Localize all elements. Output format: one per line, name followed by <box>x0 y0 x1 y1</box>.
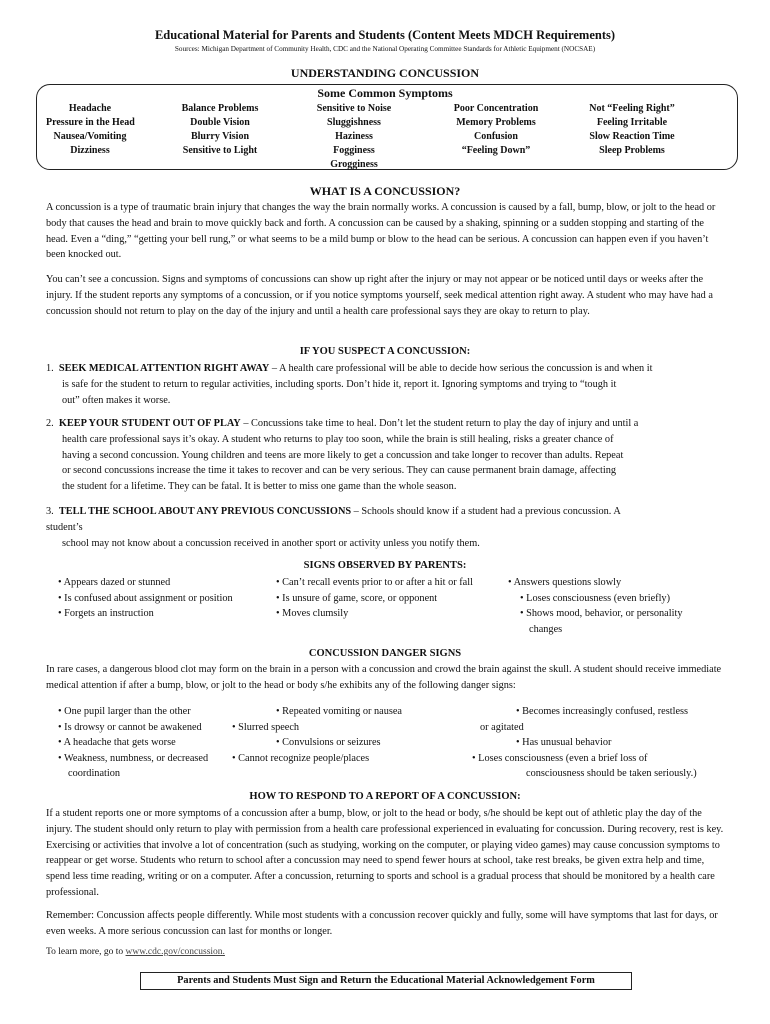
danger-item: • A headache that gets worse <box>58 737 176 749</box>
suspect-item-3: 3. TELL THE SCHOOL ABOUT ANY PREVIOUS CONCUSSIONS – Schools should know if a student had a previous concussion. A student’s school may not know about a concussion received in another sport or activity unless you notify them. <box>46 506 621 549</box>
danger-item: • Repeated vomiting or nausea <box>276 706 402 717</box>
learn-more: To learn more, go to www.cdc.gov/concussion. <box>46 947 225 957</box>
sign-item: • Loses consciousness (even briefly) <box>520 592 671 604</box>
symptom-item: Haziness <box>335 131 373 142</box>
symptom-item: Sensitive to Light <box>182 145 258 156</box>
sources-line: Sources: Michigan Department of Community Health, CDC and the National Operating Committee Standards for Athletic Equipment (NOCSAE) <box>174 45 596 53</box>
signs-heading: SIGNS OBSERVED BY PARENTS: <box>303 560 467 571</box>
symptoms-heading: Some Common Symptoms <box>317 86 453 100</box>
symptom-item: Nausea/Vomiting <box>53 131 127 142</box>
sign-item: • Moves clumsily <box>276 608 349 620</box>
symptom-item: Feeling Irritable <box>596 117 668 128</box>
danger-column-1 <box>58 704 208 782</box>
danger-item: • One pupil larger than the other <box>58 706 191 717</box>
symptom-item: Sleep Problems <box>599 145 665 156</box>
symptom-item: Double Vision <box>190 117 250 128</box>
respond-heading: HOW TO RESPOND TO A REPORT OF A CONCUSSION: <box>249 791 521 802</box>
symptom-item: Headache <box>68 103 112 114</box>
sign-item: • Answers questions slowly <box>508 577 622 588</box>
danger-column-3 <box>472 704 710 782</box>
danger-item: • Weakness, numbness, or decreased <box>58 752 209 764</box>
symptom-item: Memory Problems <box>456 117 536 128</box>
symptom-column-4 <box>446 102 546 158</box>
danger-item: • Becomes increasingly confused, restless <box>516 706 689 717</box>
danger-item: or agitated <box>480 721 524 733</box>
sign-item: • Can’t recall events prior to or after a hit or fall <box>276 577 473 588</box>
understanding-heading: UNDERSTANDING CONCUSSION <box>290 66 480 80</box>
symptom-item: Sensitive to Noise <box>316 103 392 114</box>
danger-item: • Is drowsy or cannot be awakened <box>58 721 202 733</box>
sign-item: • Appears dazed or stunned <box>58 577 171 588</box>
symptom-item: Blurry Vision <box>190 131 250 142</box>
symptom-item: Poor Concentration <box>453 103 539 114</box>
symptom-item: Sluggishness <box>327 117 381 128</box>
symptom-item: Pressure in the Head <box>46 117 135 128</box>
sign-item: • Shows mood, behavior, or personality <box>520 608 683 620</box>
respond-paragraph-2: Remember: Concussion affects people differently. While most students with a concussion recover quickly and fully, some will have symptoms that last for days, or even weeks. A more serious concussion can last for months or longer. <box>46 910 718 937</box>
symptom-column-2 <box>170 102 270 158</box>
signs-column-1 <box>58 575 233 622</box>
symptom-item: Fogginess <box>333 145 375 156</box>
danger-heading: CONCUSSION DANGER SIGNS <box>308 648 462 659</box>
danger-item: • Slurred speech <box>232 721 300 733</box>
sign-item: • Is confused about assignment or position <box>58 592 233 604</box>
signs-column-3 <box>508 575 683 637</box>
danger-item: consciousness should be taken seriously.) <box>526 768 697 780</box>
symptom-item: Grogginess <box>330 159 378 170</box>
cdc-link[interactable]: www.cdc.gov/concussion. <box>125 947 225 957</box>
symptom-item: Slow Reaction Time <box>589 131 675 142</box>
symptom-item: Not “Feeling Right” <box>589 103 675 114</box>
what-is-paragraph-2: You can’t see a concussion. Signs and symptoms of concussions can show up right after the injury or may not appear or be noticed until days or weeks after the injury. If the student reports any symptoms of a concussion, or if you notice symptoms yourself, seek medical attention right away. A student who may have had a concussion should not return to play on the day of the injury and until a health care professional says they are okay to return to play. <box>46 274 713 317</box>
danger-intro: In rare cases, a dangerous blood clot may form on the brain in a person with a concussion and crowd the brain against the skull. A student should receive immediate medical attention if after a bump, blow, or jolt to the head or body s/he exhibits any of the following danger signs: <box>46 664 722 691</box>
sign-item: • Forgets an instruction <box>58 608 154 620</box>
symptom-item: Dizziness <box>70 145 110 156</box>
suspect-item-1: 1. SEEK MEDICAL ATTENTION RIGHT AWAY – A health care professional will be able to decide how serious the concussion is and when it is safe for the student to return to regular activities, including sports. Don’t hide it, report it. Ignoring symptoms and trying to “tough it out” often makes it worse. <box>46 363 653 406</box>
danger-item: • Loses consciousness (even a brief loss of <box>472 752 648 764</box>
danger-item: • Cannot recognize people/places <box>232 752 370 764</box>
symptom-item: Balance Problems <box>181 103 259 114</box>
symptom-column-1 <box>46 102 134 158</box>
symptom-column-5 <box>582 102 682 158</box>
suspect-item-2: 2. KEEP YOUR STUDENT OUT OF PLAY – Concussions take time to heal. Don’t let the student return to play the day of injury and until a health care professional says it’s okay. A student who returns to play too soon, while the brain is still healing, risks a greater chance of having a second concussion. Young children and teens are more likely to get a concussion and take longer to recover than adults. Repeat or second concussions increase the time it takes to recover and can be very serious. They can cause permanent brain damage, affecting the student for a lifetime. They can be fatal. It is better to miss one game than the whole season. <box>46 418 639 493</box>
respond-paragraph-1: If a student reports one or more symptoms of a concussion after a bump, blow, or jolt to the head or body, s/he should be kept out of athletic play the day of the injury. The student should only return to play with permission from a health care professional experienced in evaluating for concussion. During recovery, rest is key. Exercising or activities that involve a lot of concentration (such as studying, working on the computer, or playing video games) may cause concussion symptoms to reappear or get worse. Students who return to school after a concussion may need to spend fewer hours at school, take rest breaks, be given extra help and time, spend less time reading, writing or on a computer. After a concussion, returning to sports and school is a gradual process that should be monitored by a health care professional. <box>46 808 724 898</box>
document-title: Educational Material for Parents and Students (Content Meets MDCH Requirements) <box>154 28 616 42</box>
acknowledgement-notice: Parents and Students Must Sign and Return the Educational Material Acknowledgement Form <box>140 972 632 990</box>
sign-item: • Is unsure of game, score, or opponent <box>276 592 438 604</box>
symptom-item: “Feeling Down” <box>461 145 531 156</box>
symptom-item: Confusion <box>474 131 518 142</box>
sign-item: changes <box>529 623 563 635</box>
what-is-paragraph-1: A concussion is a type of traumatic brain injury that changes the way the brain normally works. A concussion is caused by a fall, bump, blow, or jolt to the head or body that causes the head and brain to move quickly back and forth. A concussion can be caused by a shaking, spinning or a sudden stopping and starting of the head. Even a “ding,” “getting your bell rung,” or what seems to be a mild bump or blow to the head can be serious. A concussion can happen even if you haven’t been knocked out. <box>46 202 716 261</box>
suspect-heading: IF YOU SUSPECT A CONCUSSION: <box>299 346 471 357</box>
symptom-column-3 <box>302 102 406 172</box>
what-is-heading: WHAT IS A CONCUSSION? <box>309 184 461 198</box>
signs-column-2 <box>276 575 473 622</box>
danger-item: coordination <box>68 768 121 780</box>
danger-item: • Has unusual behavior <box>516 737 612 749</box>
danger-item: • Convulsions or seizures <box>276 737 381 749</box>
